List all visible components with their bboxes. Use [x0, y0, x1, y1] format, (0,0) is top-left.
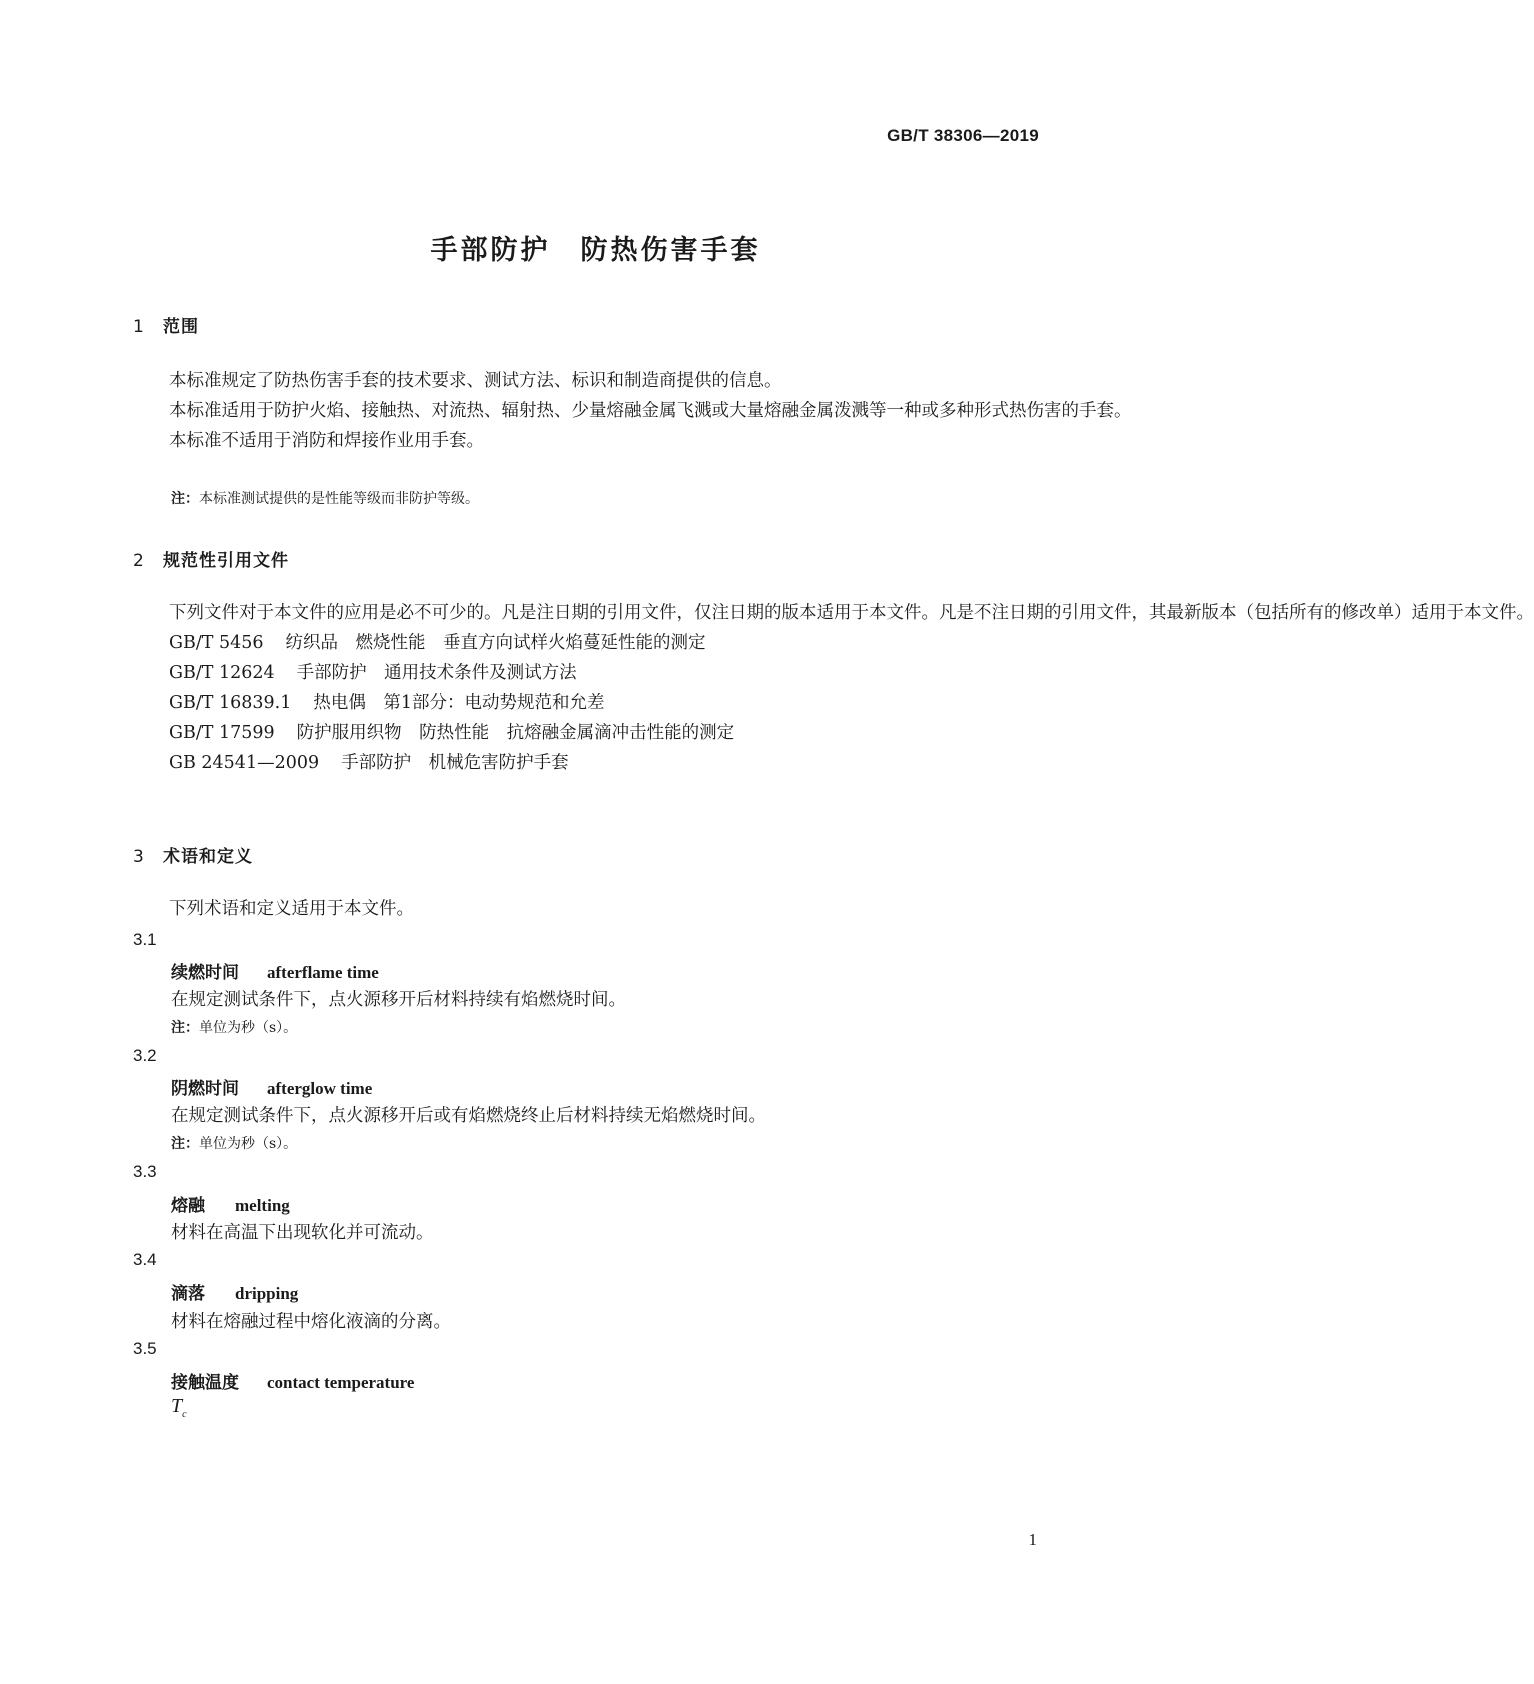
paragraph: 本标准规定了防热伤害手套的技术要求、测试方法、标识和制造商提供的信息。: [169, 371, 782, 391]
section-number: 2: [133, 551, 144, 571]
reference-item: [133, 718, 1057, 748]
section-number: 3: [133, 847, 144, 867]
symbol-subscript: c: [182, 1409, 187, 1420]
term-zh: 滴落: [171, 1284, 205, 1304]
reference-title: 手部防护 机械危害防护手套: [341, 753, 569, 773]
term-zh: 续燃时间: [171, 963, 239, 983]
note-text: 单位为秒（s）。: [199, 1020, 298, 1036]
note-label: 注：: [171, 1136, 199, 1152]
standard-code: GB/T 38306—2019: [887, 126, 1039, 145]
section-3-intro: [133, 894, 1057, 924]
term-name: [171, 1368, 414, 1393]
reference-item: [133, 628, 1057, 658]
reference-item: [133, 658, 1057, 688]
term-name: [171, 1074, 372, 1099]
term-number: 3.2: [133, 1046, 157, 1065]
note-label: 注：: [171, 491, 199, 507]
section-1-body: [133, 366, 1132, 456]
section-title: 范围: [163, 317, 199, 337]
term-zh: 阴燃时间: [171, 1079, 239, 1099]
paragraph: 下列文件对于本文件的应用是必不可少的。凡是注日期的引用文件，仅注日期的版本适用于本文件。凡是不注日期的引用文件，其最新版本（包括所有的修改单）适用于本文件。: [169, 603, 1534, 623]
term-number: 3.5: [133, 1339, 157, 1358]
paragraph: 本标准不适用于消防和焊接作业用手套。: [169, 431, 484, 451]
symbol-letter: T: [171, 1395, 183, 1417]
reference-code: GB 24541—2009: [169, 753, 320, 773]
section-2-body: [133, 598, 1534, 778]
note-label: 注：: [171, 1020, 199, 1036]
reference-code: GB/T 16839.1: [169, 693, 292, 713]
term-en: afterglow time: [267, 1079, 373, 1098]
reference-code: GB/T 5456: [169, 633, 264, 653]
reference-item: [133, 748, 1057, 778]
term-en: melting: [235, 1196, 290, 1215]
note: [171, 1133, 297, 1153]
reference-title: 手部防护 通用技术条件及测试方法: [296, 663, 577, 683]
reference-code: GB/T 12624: [169, 663, 275, 683]
term-definition: 在规定测试条件下，点火源移开后材料持续有焰燃烧时间。: [171, 990, 626, 1010]
note: [171, 1017, 297, 1037]
section-title: 规范性引用文件: [163, 551, 289, 571]
note: [171, 488, 479, 508]
term-definition: 在规定测试条件下，点火源移开后或有焰燃烧终止后材料持续无焰燃烧时间。: [171, 1106, 766, 1126]
term-name: [171, 958, 379, 983]
term-en: dripping: [235, 1284, 299, 1303]
document-title: 手部防护 防热伤害手套: [430, 235, 761, 266]
term-en: contact temperature: [267, 1373, 415, 1392]
reference-item: [133, 688, 1057, 718]
term-definition: 材料在熔融过程中熔化液滴的分离。: [171, 1312, 451, 1332]
term-en: afterflame time: [267, 963, 379, 982]
reference-code: GB/T 17599: [169, 723, 275, 743]
term-number: 3.3: [133, 1162, 157, 1181]
term-symbol: [171, 1395, 187, 1420]
term-number: 3.1: [133, 930, 157, 949]
reference-title: 纺织品 燃烧性能 垂直方向试样火焰蔓延性能的测定: [285, 633, 706, 653]
section-title: 术语和定义: [163, 847, 253, 867]
reference-title: 热电偶 第1部分：电动势规范和允差: [313, 693, 605, 713]
term-definition: 材料在高温下出现软化并可流动。: [171, 1223, 434, 1243]
section-number: 1: [133, 317, 144, 337]
term-zh: 熔融: [171, 1196, 205, 1216]
term-name: [171, 1191, 290, 1216]
term-number: 3.4: [133, 1250, 157, 1269]
paragraph: 下列术语和定义适用于本文件。: [169, 899, 414, 919]
note-text: 单位为秒（s）。: [199, 1136, 298, 1152]
term-name: [171, 1279, 298, 1304]
section-2-heading: [133, 546, 289, 571]
paragraph: 本标准适用于防护火焰、接触热、对流热、辐射热、少量熔融金属飞溅或大量熔融金属泼溅等一种或多种形式热伤害的手套。: [169, 401, 1132, 421]
reference-title: 防护服用织物 防热性能 抗熔融金属滴冲击性能的测定: [296, 723, 735, 743]
term-zh: 接触温度: [171, 1373, 239, 1393]
note-text: 本标准测试提供的是性能等级而非防护等级。: [199, 491, 479, 507]
section-3-heading: [133, 842, 253, 867]
section-1-heading: [133, 312, 199, 337]
page-number: 1: [1028, 1530, 1037, 1549]
